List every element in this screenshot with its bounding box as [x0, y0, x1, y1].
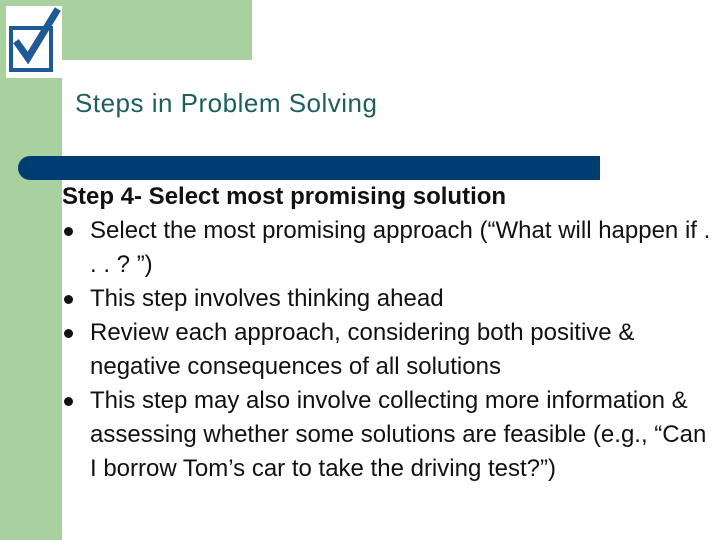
- slide-title: Steps in Problem Solving: [75, 88, 378, 118]
- bullet-text: Review each approach, considering both positive & negative consequences of all solutions: [90, 319, 635, 380]
- bullet-item: [62, 282, 712, 316]
- slide-content: [62, 180, 712, 486]
- bullet-text: Select the most promising approach (“What will happen if . . . ? ”): [90, 217, 711, 278]
- bullet-item: [62, 214, 712, 282]
- checkmark-box-icon: [6, 6, 62, 78]
- step-heading: Step 4- Select most promising solution: [62, 183, 507, 210]
- left-accent-band: [0, 0, 62, 540]
- bullet-list: [62, 214, 712, 486]
- bullet-dot-icon: [64, 227, 73, 236]
- bullet-text: This step may also involve collecting more information & assessing whether some solutions are feasible (e.g., “Can I borrow Tom’s car to take the driving test?”): [90, 387, 707, 482]
- title-divider-bar: [18, 156, 600, 180]
- bullet-item: [62, 316, 712, 384]
- bullet-item: [62, 384, 712, 486]
- bullet-dot-icon: [64, 397, 73, 406]
- bullet-text: This step involves thinking ahead: [90, 285, 444, 312]
- top-accent-band: [62, 0, 252, 60]
- bullet-dot-icon: [64, 295, 73, 304]
- bullet-dot-icon: [64, 329, 73, 338]
